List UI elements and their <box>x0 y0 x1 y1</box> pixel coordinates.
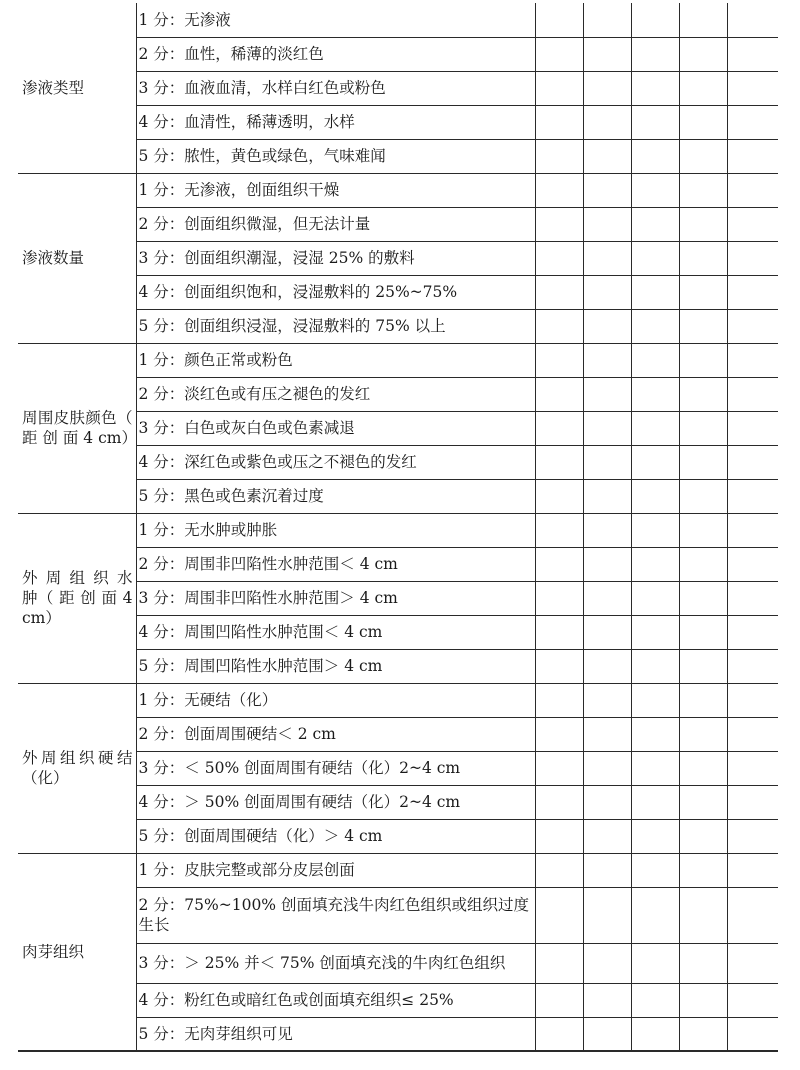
criterion-text: 3 分：＜ 50% 创面周围有硬结（化）2~4 cm <box>136 751 535 785</box>
score-cell[interactable] <box>727 173 778 207</box>
score-cell[interactable] <box>679 241 727 275</box>
score-cell[interactable] <box>583 105 631 139</box>
score-cell[interactable] <box>535 411 583 445</box>
score-cell[interactable] <box>679 683 727 717</box>
score-cell[interactable] <box>583 173 631 207</box>
criterion-text: 3 分：创面组织潮湿，浸湿 25% 的敷料 <box>136 241 535 275</box>
score-cell[interactable] <box>727 785 778 819</box>
score-cell[interactable] <box>679 943 727 983</box>
score-cell[interactable] <box>679 581 727 615</box>
score-cell[interactable] <box>535 309 583 343</box>
table-row <box>18 683 778 717</box>
table-row <box>18 513 778 547</box>
score-cell[interactable] <box>679 853 727 887</box>
criterion-text: 4 分：周围凹陷性水肿范围＜ 4 cm <box>136 615 535 649</box>
score-cell[interactable] <box>535 547 583 581</box>
score-cell[interactable] <box>727 105 778 139</box>
criterion-text: 1 分：无渗液 <box>136 3 535 37</box>
criterion-text: 5 分：创面组织浸湿，浸湿敷料的 75% 以上 <box>136 309 535 343</box>
score-cell[interactable] <box>631 581 679 615</box>
score-cell[interactable] <box>679 513 727 547</box>
score-cell[interactable] <box>727 207 778 241</box>
score-cell[interactable] <box>727 581 778 615</box>
score-cell[interactable] <box>583 445 631 479</box>
score-cell[interactable] <box>631 649 679 683</box>
score-cell[interactable] <box>535 105 583 139</box>
score-cell[interactable] <box>679 377 727 411</box>
score-cell[interactable] <box>631 343 679 377</box>
score-cell[interactable] <box>535 853 583 887</box>
criterion-text: 4 分：粉红色或暗红色或创面填充组织≤ 25% <box>136 983 535 1017</box>
score-cell[interactable] <box>727 683 778 717</box>
score-cell[interactable] <box>727 615 778 649</box>
score-cell[interactable] <box>727 377 778 411</box>
score-cell[interactable] <box>535 241 583 275</box>
score-cell[interactable] <box>727 983 778 1017</box>
score-cell[interactable] <box>631 275 679 309</box>
score-cell[interactable] <box>583 887 631 943</box>
score-cell[interactable] <box>631 853 679 887</box>
score-cell[interactable] <box>535 581 583 615</box>
score-cell[interactable] <box>631 547 679 581</box>
criterion-text: 2 分：血性，稀薄的淡红色 <box>136 37 535 71</box>
score-cell[interactable] <box>535 445 583 479</box>
score-cell[interactable] <box>583 547 631 581</box>
score-cell[interactable] <box>727 547 778 581</box>
score-cell[interactable] <box>583 3 631 37</box>
score-cell[interactable] <box>631 377 679 411</box>
score-cell[interactable] <box>679 479 727 513</box>
criterion-text: 4 分：血清性，稀薄透明，水样 <box>136 105 535 139</box>
score-cell[interactable] <box>631 717 679 751</box>
score-cell[interactable] <box>631 615 679 649</box>
score-cell[interactable] <box>727 139 778 173</box>
score-cell[interactable] <box>583 1017 631 1051</box>
score-cell[interactable] <box>679 411 727 445</box>
category-label: 外周组织硬结（化） <box>18 683 136 853</box>
score-cell[interactable] <box>535 887 583 943</box>
score-cell[interactable] <box>631 445 679 479</box>
criterion-text: 1 分：颜色正常或粉色 <box>136 343 535 377</box>
score-cell[interactable] <box>535 751 583 785</box>
score-cell[interactable] <box>679 785 727 819</box>
score-cell[interactable] <box>727 943 778 983</box>
score-cell[interactable] <box>679 3 727 37</box>
score-cell[interactable] <box>727 71 778 105</box>
score-cell[interactable] <box>679 717 727 751</box>
score-cell[interactable] <box>727 37 778 71</box>
score-cell[interactable] <box>727 887 778 943</box>
score-cell[interactable] <box>583 343 631 377</box>
score-cell[interactable] <box>583 581 631 615</box>
criterion-text: 5 分：无肉芽组织可见 <box>136 1017 535 1051</box>
criterion-text: 1 分：无水肿或肿胀 <box>136 513 535 547</box>
score-cell[interactable] <box>727 649 778 683</box>
score-cell[interactable] <box>679 71 727 105</box>
score-cell[interactable] <box>583 683 631 717</box>
category-label: 外 周 组 织 水 肿（ 距 创 面 4 cm） <box>18 513 136 683</box>
criterion-text: 2 分：创面周围硬结＜ 2 cm <box>136 717 535 751</box>
category-label: 肉芽组织 <box>18 853 136 1051</box>
score-cell[interactable] <box>631 71 679 105</box>
score-cell[interactable] <box>679 173 727 207</box>
table-row <box>18 343 778 377</box>
score-cell[interactable] <box>583 241 631 275</box>
score-cell[interactable] <box>727 3 778 37</box>
score-cell[interactable] <box>583 309 631 343</box>
score-cell[interactable] <box>631 751 679 785</box>
score-cell[interactable] <box>679 649 727 683</box>
criterion-text: 5 分：周围凹陷性水肿范围＞ 4 cm <box>136 649 535 683</box>
score-cell[interactable] <box>535 479 583 513</box>
criterion-text: 1 分：无渗液，创面组织干燥 <box>136 173 535 207</box>
score-cell[interactable] <box>535 785 583 819</box>
score-cell[interactable] <box>535 943 583 983</box>
criterion-text: 2 分：创面组织微湿，但无法计量 <box>136 207 535 241</box>
score-cell[interactable] <box>631 1017 679 1051</box>
criterion-text: 1 分：皮肤完整或部分皮层创面 <box>136 853 535 887</box>
score-cell[interactable] <box>583 513 631 547</box>
score-cell[interactable] <box>631 37 679 71</box>
score-cell[interactable] <box>583 275 631 309</box>
score-cell[interactable] <box>631 513 679 547</box>
score-cell[interactable] <box>535 275 583 309</box>
score-cell[interactable] <box>535 615 583 649</box>
score-cell[interactable] <box>727 241 778 275</box>
score-cell[interactable] <box>727 751 778 785</box>
score-cell[interactable] <box>535 513 583 547</box>
score-cell[interactable] <box>535 683 583 717</box>
score-cell[interactable] <box>535 819 583 853</box>
score-cell[interactable] <box>631 105 679 139</box>
score-cell[interactable] <box>679 887 727 943</box>
criterion-text: 4 分：创面组织饱和，浸湿敷料的 25%~75% <box>136 275 535 309</box>
score-cell[interactable] <box>631 309 679 343</box>
score-cell[interactable] <box>727 717 778 751</box>
score-cell[interactable] <box>535 173 583 207</box>
score-cell[interactable] <box>583 479 631 513</box>
category-label: 渗液类型 <box>18 3 136 173</box>
score-cell[interactable] <box>535 71 583 105</box>
score-cell[interactable] <box>631 241 679 275</box>
score-cell[interactable] <box>535 1017 583 1051</box>
criterion-text: 4 分：深红色或紫色或压之不褪色的发红 <box>136 445 535 479</box>
score-cell[interactable] <box>631 983 679 1017</box>
table-row <box>18 173 778 207</box>
table-row <box>18 3 778 37</box>
score-cell[interactable] <box>583 377 631 411</box>
score-cell[interactable] <box>535 377 583 411</box>
score-cell[interactable] <box>535 207 583 241</box>
criterion-text: 2 分：周围非凹陷性水肿范围＜ 4 cm <box>136 547 535 581</box>
criterion-text: 5 分：脓性，黄色或绿色，气味难闻 <box>136 139 535 173</box>
score-cell[interactable] <box>583 139 631 173</box>
score-cell[interactable] <box>583 615 631 649</box>
criterion-text: 5 分：黑色或色素沉着过度 <box>136 479 535 513</box>
score-cell[interactable] <box>631 3 679 37</box>
criterion-text: 4 分：＞ 50% 创面周围有硬结（化）2~4 cm <box>136 785 535 819</box>
score-cell[interactable] <box>631 173 679 207</box>
score-cell[interactable] <box>583 751 631 785</box>
score-cell[interactable] <box>631 943 679 983</box>
criterion-text: 2 分：75%~100% 创面填充浅牛肉红色组织或组织过度生长 <box>136 887 535 943</box>
score-cell[interactable] <box>583 37 631 71</box>
category-label: 周围皮肤颜色（ 距 创 面 4 cm） <box>18 343 136 513</box>
score-cell[interactable] <box>727 819 778 853</box>
score-cell[interactable] <box>535 649 583 683</box>
score-cell[interactable] <box>679 819 727 853</box>
score-cell[interactable] <box>679 1017 727 1051</box>
score-cell[interactable] <box>583 717 631 751</box>
score-cell[interactable] <box>679 751 727 785</box>
score-cell[interactable] <box>679 139 727 173</box>
score-cell[interactable] <box>583 853 631 887</box>
score-cell[interactable] <box>631 411 679 445</box>
score-cell[interactable] <box>535 37 583 71</box>
score-cell[interactable] <box>535 139 583 173</box>
score-cell[interactable] <box>679 343 727 377</box>
score-cell[interactable] <box>727 479 778 513</box>
score-cell[interactable] <box>535 717 583 751</box>
score-cell[interactable] <box>679 615 727 649</box>
score-cell[interactable] <box>535 343 583 377</box>
score-cell[interactable] <box>535 3 583 37</box>
score-cell[interactable] <box>631 139 679 173</box>
score-cell[interactable] <box>631 683 679 717</box>
score-cell[interactable] <box>583 785 631 819</box>
score-cell[interactable] <box>583 819 631 853</box>
score-cell[interactable] <box>583 71 631 105</box>
score-cell[interactable] <box>631 207 679 241</box>
score-cell[interactable] <box>631 479 679 513</box>
score-cell[interactable] <box>679 309 727 343</box>
score-cell[interactable] <box>679 207 727 241</box>
score-cell[interactable] <box>631 819 679 853</box>
score-cell[interactable] <box>727 445 778 479</box>
score-cell[interactable] <box>679 275 727 309</box>
score-cell[interactable] <box>535 983 583 1017</box>
score-cell[interactable] <box>679 547 727 581</box>
score-cell[interactable] <box>727 411 778 445</box>
score-cell[interactable] <box>583 943 631 983</box>
criterion-text: 3 分：＞ 25% 并＜ 75% 创面填充浅的牛肉红色组织 <box>136 943 535 983</box>
table-row <box>18 853 778 887</box>
score-cell[interactable] <box>727 343 778 377</box>
score-cell[interactable] <box>583 207 631 241</box>
score-cell[interactable] <box>583 649 631 683</box>
criterion-text: 1 分：无硬结（化） <box>136 683 535 717</box>
score-cell[interactable] <box>679 105 727 139</box>
score-cell[interactable] <box>631 887 679 943</box>
wound-assessment-table <box>18 3 778 1052</box>
score-cell[interactable] <box>727 513 778 547</box>
score-cell[interactable] <box>727 275 778 309</box>
score-cell[interactable] <box>583 411 631 445</box>
score-cell[interactable] <box>727 1017 778 1051</box>
score-cell[interactable] <box>679 37 727 71</box>
criterion-text: 3 分：血液血清，水样白红色或粉色 <box>136 71 535 105</box>
criterion-text: 2 分：淡红色或有压之褪色的发红 <box>136 377 535 411</box>
score-cell[interactable] <box>631 785 679 819</box>
criterion-text: 5 分：创面周围硬结（化）＞ 4 cm <box>136 819 535 853</box>
score-cell[interactable] <box>679 445 727 479</box>
score-cell[interactable] <box>727 309 778 343</box>
category-label: 渗液数量 <box>18 173 136 343</box>
score-cell[interactable] <box>679 983 727 1017</box>
criterion-text: 3 分：周围非凹陷性水肿范围＞ 4 cm <box>136 581 535 615</box>
criterion-text: 3 分：白色或灰白色或色素减退 <box>136 411 535 445</box>
score-cell[interactable] <box>583 983 631 1017</box>
score-cell[interactable] <box>727 853 778 887</box>
